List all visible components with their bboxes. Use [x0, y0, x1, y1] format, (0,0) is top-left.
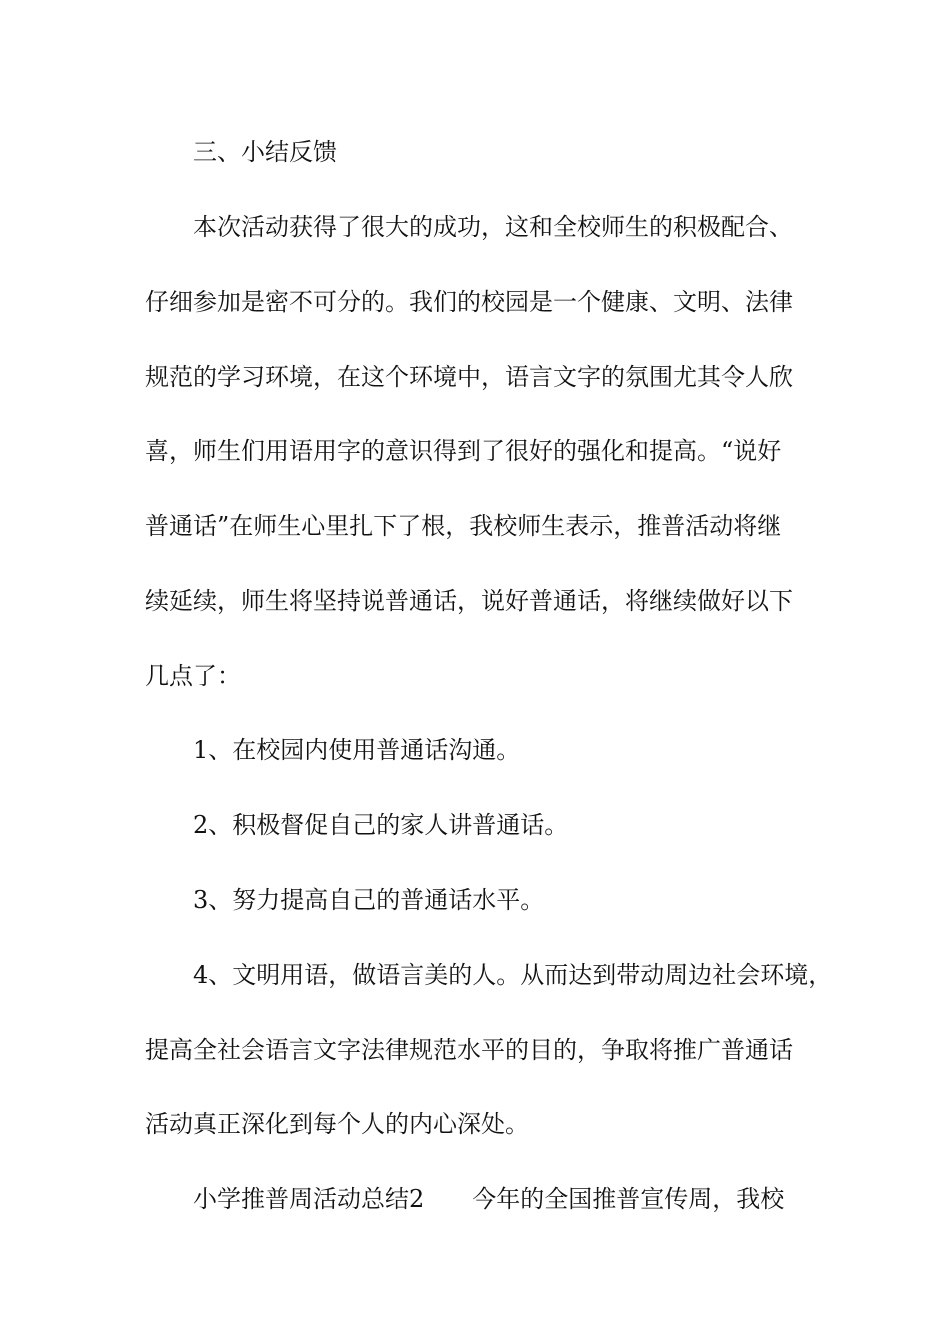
- list-item: 2、积极督促自己的家人讲普通话。: [193, 811, 569, 839]
- list-item: 1、在校园内使用普通话沟通。: [193, 736, 521, 764]
- list-item: 4、文明用语，做语言美的人。从而达到带动周边社会环境，: [193, 961, 833, 989]
- paragraph-line: 几点了：: [145, 662, 241, 690]
- paragraph-line: 活动真正深化到每个人的内心深处。: [145, 1110, 529, 1138]
- paragraph-line: 普通话”在师生心里扎下了根，我校师生表示，推普活动将继: [145, 512, 782, 540]
- paragraph-line: 本次活动获得了很大的成功，这和全校师生的积极配合、: [193, 213, 793, 241]
- next-section-text: 今年的全国推普宣传周，我校: [472, 1185, 785, 1213]
- paragraph-line: 提高全社会语言文字法律规范水平的目的，争取将推广普通话: [145, 1036, 793, 1064]
- paragraph-line: 规范的学习环境，在这个环境中，语言文字的氛围尤其令人欣: [145, 363, 793, 391]
- paragraph-line: 仔细参加是密不可分的。我们的校园是一个健康、文明、法律: [145, 288, 793, 316]
- list-item: 3、努力提高自己的普通话水平。: [193, 886, 545, 914]
- section-heading: 三、小结反馈: [193, 138, 337, 166]
- next-section-title: 小学推普周活动总结2: [193, 1185, 425, 1213]
- paragraph-line: 续延续，师生将坚持说普通话，说好普通话，将继续做好以下: [145, 587, 793, 615]
- next-section-line: [193, 1184, 784, 1214]
- paragraph-line: 喜，师生们用语用字的意识得到了很好的强化和提高。“说好: [145, 437, 782, 465]
